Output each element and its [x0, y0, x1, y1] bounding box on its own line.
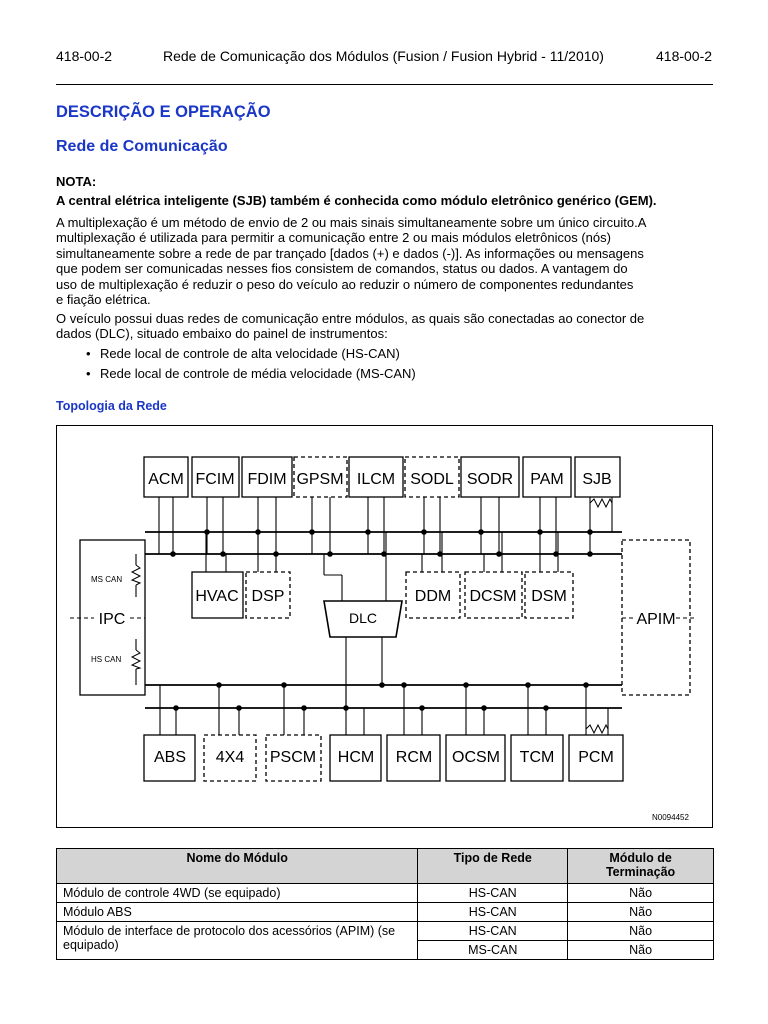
module-table: [56, 848, 714, 960]
module-label: ABS: [153, 748, 186, 766]
module-label: TCM: [519, 748, 554, 766]
module-label: 4X4: [215, 748, 244, 766]
network-topology-diagram: [56, 425, 713, 828]
hs-can-termination-resistor: [132, 650, 140, 669]
col-header-module-name: Nome do Módulo: [57, 849, 418, 884]
paragraph-line: e fiação elétrica.: [56, 292, 151, 308]
cell-network: HS-CAN: [418, 903, 568, 922]
bullet-text: Rede local de controle de alta velocidade (HS-CAN): [100, 346, 400, 361]
col-header-termination: Módulo de Terminação: [568, 849, 714, 884]
paragraph-line: uso de multiplexação é reduzir o peso do veículo ao reduzir o número de componentes redundantes: [56, 276, 634, 292]
cell-termination: Não: [568, 884, 714, 903]
module-label: RCM: [395, 748, 432, 766]
module-label: HVAC: [194, 587, 239, 605]
paragraph-line: A multiplexação é um método de envio de 2 ou mais sinais simultaneamente sobre um único circuito.A: [56, 215, 647, 230]
cell-network: HS-CAN: [418, 884, 568, 903]
module-label: PAM: [529, 470, 564, 488]
dlc-label: DLC: [348, 609, 377, 626]
section-title: DESCRIÇÃO E OPERAÇÃO: [56, 103, 271, 121]
col-header-network-type: Tipo de Rede: [418, 849, 568, 884]
module-label: FDIM: [246, 470, 287, 488]
cell-module-name: Módulo de interface de protocolo dos acessórios (APIM) (se equipado): [57, 922, 418, 960]
topology-title: Topologia da Rede: [56, 399, 167, 413]
paragraph-line: multiplexação é utilizada para permitir a comunicação entre 2 ou mais módulos eletrônicos (nós): [56, 230, 611, 246]
module-label: SODR: [466, 470, 513, 488]
module-label: SODL: [409, 470, 454, 488]
cell-termination: Não: [568, 903, 714, 922]
ms-can-label: MS CAN: [90, 574, 122, 584]
figure-id: N0094452: [651, 812, 689, 822]
table-row: [57, 922, 714, 941]
document-title: Rede de Comunicação dos Módulos (Fusion / Fusion Hybrid - 11/2010): [163, 48, 604, 64]
bullet-item: • Rede local de controle de alta velocidade (HS-CAN): [86, 346, 400, 361]
note-label: NOTA:: [56, 174, 97, 189]
module-label: DSP: [251, 587, 284, 605]
paragraph-networks: [56, 311, 716, 342]
paragraph-line: simultaneamente sobre a rede de par trançado [dados (+) e dados (-)]. As informações ou mensagens: [56, 245, 644, 261]
module-label: ILCM: [356, 470, 395, 488]
module-label: FCIM: [194, 470, 235, 488]
cell-module-name: Módulo ABS: [57, 903, 418, 922]
module-label: DCSM: [468, 587, 517, 605]
cell-network: HS-CAN: [418, 922, 568, 941]
table-row: [57, 903, 714, 922]
pcm-termination-resistor: [586, 725, 608, 733]
page-code-left: 418-00-2: [56, 48, 113, 64]
ipc-label: IPC: [98, 610, 125, 628]
module-label: HCM: [337, 748, 374, 766]
ms-can-termination-resistor: [132, 565, 140, 585]
subsection-title: Rede de Comunicação: [56, 138, 228, 155]
note-text: A central elétrica inteligente (SJB) também é conhecida como módulo eletrônico genérico (GEM).: [56, 193, 657, 208]
paragraph-line: dados (DLC), situado embaixo do painel de instrumentos:: [56, 326, 388, 342]
cell-module-name: Módulo de controle 4WD (se equipado): [57, 884, 418, 903]
sjb-termination-resistor: [590, 499, 612, 507]
table-row: [57, 884, 714, 903]
module-label: DSM: [530, 587, 567, 605]
bullet-text: Rede local de controle de média velocidade (MS-CAN): [100, 366, 416, 381]
apim-label: APIM: [635, 610, 676, 628]
paragraph-line: O veículo possui duas redes de comunicação entre módulos, as quais são conectadas ao conector de: [56, 311, 645, 326]
module-label: GPSM: [295, 470, 344, 488]
bullet-item: • Rede local de controle de média velocidade (MS-CAN): [86, 366, 416, 381]
module-label: PCM: [577, 748, 614, 766]
module-label: OCSM: [451, 748, 500, 766]
paragraph-line: que podem ser comunicadas nesses fios consistem de comandos, status ou dados. A vantagem do: [56, 261, 628, 277]
header-rule: [56, 84, 713, 85]
cell-termination: Não: [568, 922, 714, 941]
module-label: ACM: [147, 470, 184, 488]
cell-network: MS-CAN: [418, 941, 568, 960]
module-label: DDM: [414, 587, 451, 605]
cell-termination: Não: [568, 941, 714, 960]
paragraph-multiplexing: [56, 215, 716, 307]
hs-can-label: HS CAN: [90, 654, 121, 664]
module-label: SJB: [581, 470, 612, 488]
page-code-right: 418-00-2: [656, 48, 713, 64]
module-label: PSCM: [269, 748, 316, 766]
